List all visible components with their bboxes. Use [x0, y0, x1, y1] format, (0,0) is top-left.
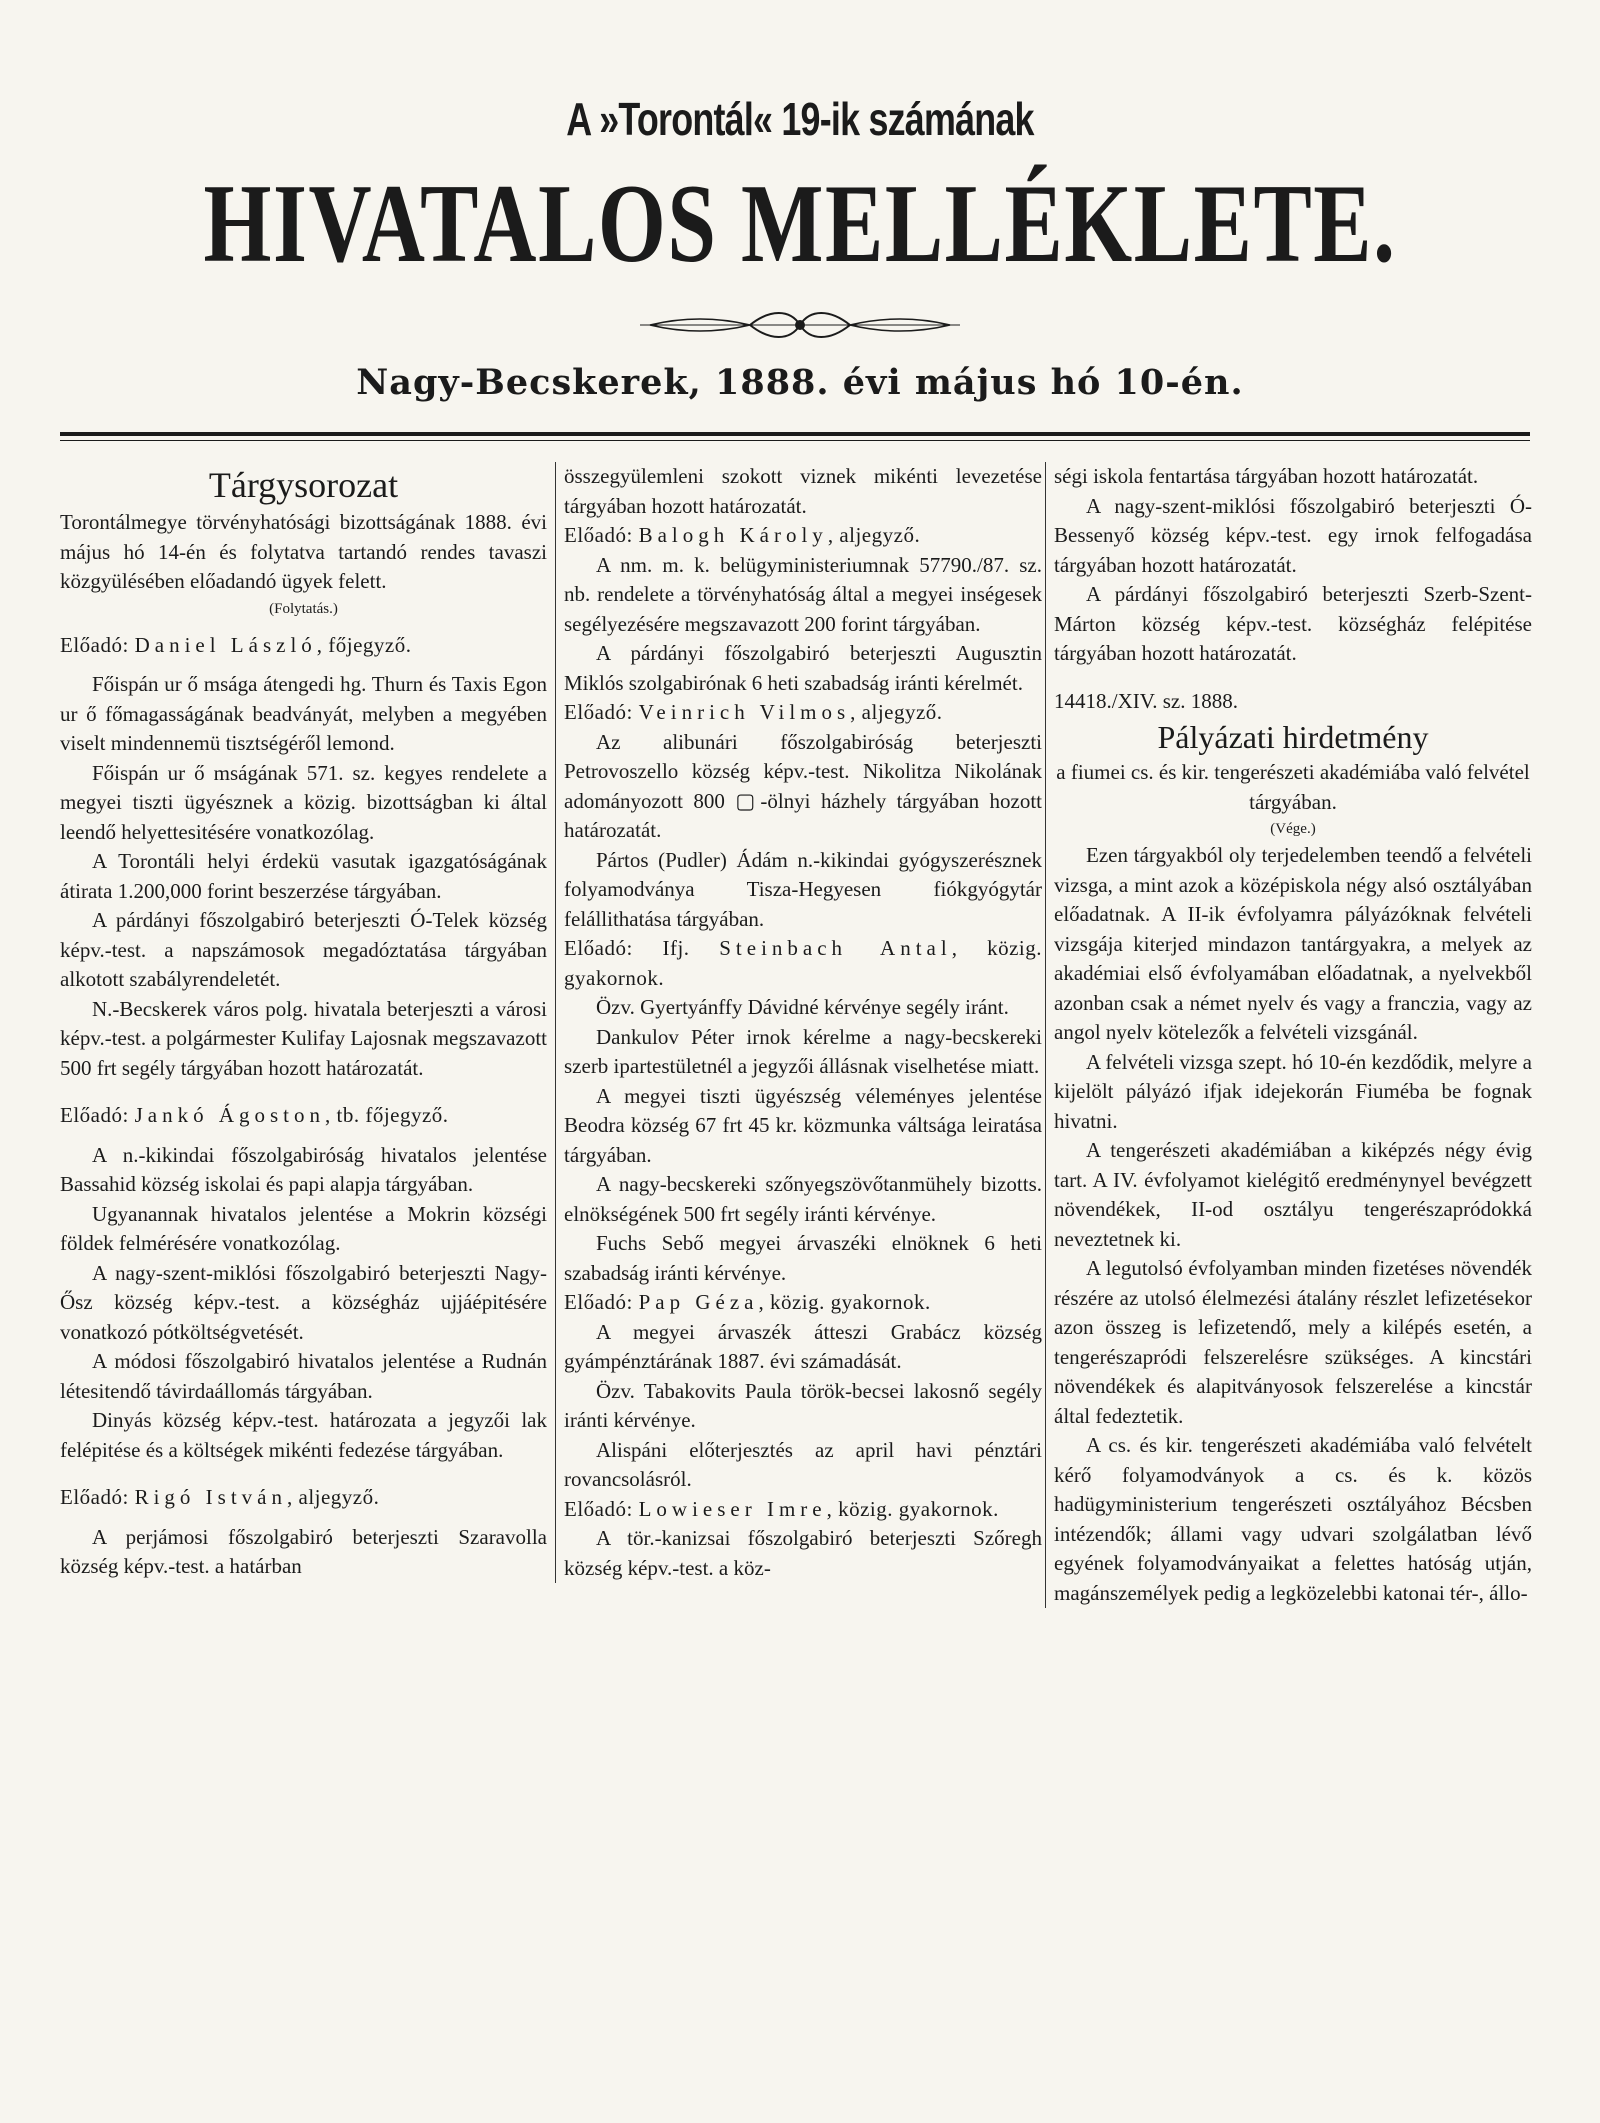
agenda-item: Az alibunári főszolgabiróság beterjeszti Petrovoszello község képv.-test. Nikolitza Nikolának adományozott 800 ▢-ölnyi házhely tárgyában hozott határozatát.	[564, 729, 1042, 842]
agenda-item: Ugyanannak hivatalos jelentése a Mokrin községi földek felmérésére vonatkozólag.	[60, 1201, 547, 1255]
agenda-item: Alispáni előterjesztés az april havi pénztári rovancsolásról.	[564, 1437, 1042, 1491]
column-1	[60, 462, 547, 1582]
ornament-icon	[640, 305, 960, 345]
presenter-line: Előadó: Jankó Ágoston, tb. főjegyző.	[60, 1103, 449, 1127]
agenda-item: Dinyás község képv.-test. határozata a jegyzői lak felépitése és a költségek mikénti fedezése tárgyában.	[60, 1408, 547, 1462]
reference-number: 14418./XIV. sz. 1888.	[1054, 688, 1238, 713]
agenda-item: N.-Becskerek város polg. hivatala beterjeszti a városi képv.-test. a polgármester Kulifay Lajosnak megszavazott 500 frt segély tárgyában hozott határozatát.	[60, 996, 547, 1080]
notice-paragraph: A felvételi vizsga szept. hó 10-én kezdődik, melyre a kijelölt pályázó ifjak idejekorán Fiuméba be fognak hivatni.	[1054, 1049, 1532, 1133]
column-3	[1045, 462, 1532, 1608]
presenter-line: Előadó: Balogh Károly, aljegyző.	[564, 523, 921, 547]
agenda-item: A n.-kikindai főszolgabiróság hivatalos jelentése Bassahid község iskolai és papi alapja tárgyában.	[60, 1142, 547, 1196]
notice-paragraph: A tengerészeti akadémiában a kiképzés négy évig tart. A IV. évfolyamot kielégitő eredménynyel bevégzett növendékek, II-od osztályu tengerészapródokká neveztetnek ki.	[1054, 1138, 1532, 1251]
agenda-item: Dankulov Péter irnok kérelme a nagy-becskereki szerb ipartestületnél a jegyzői állásnak viselhetése miatt.	[564, 1024, 1042, 1078]
agenda-item: ségi iskola fentartása tárgyában hozott határozatát.	[1054, 464, 1479, 488]
notice-paragraph: A cs. és kir. tengerészeti akadémiába való felvételt kérő folyamodványok a cs. és k. közös hadügyministerium tengerészeti osztályához Bécsben intézendők; állami vagy udvari szolgálatban lévő egyének folyamodványaikat a felettes hatóság utján, magánszemélyek pedig a legközelebbi katonai tér-, állo-	[1054, 1433, 1532, 1605]
agenda-item: A tör.-kanizsai főszolgabiró beterjeszti Szőregh község képv.-test. a köz-	[564, 1526, 1042, 1580]
presenter-line: Előadó: Daniel László, főjegyző.	[60, 632, 412, 657]
agenda-item: A megyei árvaszék átteszi Grabácz község gyámpénztárának 1887. évi számadását.	[564, 1319, 1042, 1373]
header-rule	[60, 432, 1530, 436]
agenda-item: A nagy-szent-miklósi főszolgabiró beterjeszti Ó-Bessenyő község képv.-test. egy irnok felfogadása tárgyában hozott határozatát.	[1054, 493, 1532, 577]
main-title: HIVATALOS MELLÉKLETE.	[203, 162, 1397, 286]
presenter-line: Előadó: Ifj. Steinbach Antal, közig. gyakornok.	[564, 936, 1043, 990]
continuation-note: (Folytatás.)	[269, 600, 338, 617]
agenda-item: Özv. Gyertyánffy Dávidné kérvénye segély iránt.	[596, 995, 1009, 1019]
presenter-line: Előadó: Pap Géza, közig. gyakornok.	[564, 1290, 931, 1314]
agenda-item: Fuchs Sebő megyei árvaszéki elnöknek 6 heti szabadság iránti kérvénye.	[564, 1231, 1042, 1285]
agenda-item: A megyei tiszti ügyészség véleményes jelentése Beodra község 67 frt 45 kr. közmunka váltsága leiratása tárgyában.	[564, 1083, 1042, 1167]
agenda-item: Főispán ur ő msága átengedi hg. Thurn és Taxis Egon ur ő főmagasságának beadványát, melyben a megyében viselt mindennemü tisztségéről lemond.	[60, 672, 547, 755]
notice-paragraph: Ezen tárgyakból oly terjedelemben teendő a felvételi vizsga, a mint azok a középiskola négy alsó osztályában előadatnak. A II-ik évfolyamra pályázóknak felvételi vizsgája kiterjed mindazon tantárgyakra, a melyek az akadémiai első évfolyamában előadatnak, a nyelvekből azonban csak a német nyelv és vagy a franczia, vagy az angol nyelv kötelezők a felvételi vizsgánál.	[1054, 843, 1532, 1044]
header-rule-thin	[60, 440, 1530, 441]
agenda-item: összegyülemleni szokott viznek mikénti levezetése tárgyában hozott határozatát.	[564, 464, 1042, 518]
agenda-item: A módosi főszolgabiró hivatalos jelentése a Rudnán létesitendő távirdaállomás tárgyában.	[60, 1349, 547, 1403]
dateline: Nagy-Becskerek, 1888. évi május hó 10-én.	[356, 362, 1244, 403]
notice-title: Pályázati hirdetmény	[1157, 719, 1429, 755]
notice-subtitle: a fiumei cs. és kir. tengerészeti akadémiába való felvétel tárgyában.	[1056, 760, 1530, 814]
agenda-item: A Torontáli helyi érdekü vasutak igazgatóságának átirata 1.200,000 forint beszerzése tárgyában.	[60, 849, 547, 903]
agenda-intro: Torontálmegye törvényhatósági bizottságának 1888. évi május hó 14-én és folytatva tartandó rendes tavaszi közgyülésében előadandó ügyek felett.	[60, 510, 547, 593]
notice-paragraph: A legutolsó évfolyamban minden fizetéses növendék részére az utolsó élelmezési átalány részlet lefizetésekor azon összeg is lefizetendő, mely a kilépés esetén, a tengerészapródi felszerelésre szükséges. A kincstári növendékek és alapitványosok felszerelése a kincstár által fedeztetik.	[1054, 1256, 1532, 1428]
agenda-item: Pártos (Pudler) Ádám n.-kikindai gyógyszerésznek folyamodványa Tisza-Hegyesen fiókgyógytár felállithatása tárgyában.	[564, 847, 1042, 931]
agenda-item: A nm. m. k. belügyministeriumnak 57790./87. sz. nb. rendelete a törvényhatóság által a megyei inségesek segélyezésére megszavazott 200 forint tárgyában.	[564, 552, 1042, 636]
agenda-item: A párdányi főszolgabiró beterjeszti Ó-Telek község képv.-test. a napszámosok megadóztatása tárgyában alkotott szabályrendeletét.	[60, 908, 547, 991]
end-note: (Vége.)	[1270, 821, 1316, 837]
supplement-pre-title: A »Torontál« 19-ik számának	[566, 93, 1034, 145]
agenda-item: A perjámosi főszolgabiró beterjeszti Szaravolla község képv.-test. a határban	[60, 1524, 547, 1578]
presenter-line: Előadó: Lowieser Imre, közig. gyakornok.	[564, 1496, 999, 1521]
presenter-line: Előadó: Veinrich Vilmos, aljegyző.	[564, 700, 943, 724]
column-2	[555, 462, 1042, 1583]
section-title: Tárgysorozat	[208, 465, 399, 505]
agenda-item: Főispán ur ő mságának 571. sz. kegyes rendelete a megyei tiszti ügyésznek a közig. bizottságban ki által leendő helyettesitésére vonatkozólag.	[60, 760, 547, 844]
agenda-item: Özv. Tabakovits Paula török-becsei lakosnő segély iránti kérvénye.	[564, 1378, 1042, 1432]
agenda-item: A nagy-szent-miklósi főszolgabiró beterjeszti Nagy-Ősz község képv.-test. a községház ujjáépitésére vonatkozó pótköltségvetését.	[60, 1260, 547, 1344]
agenda-item: A párdányi főszolgabiró beterjeszti Augusztin Miklós szolgabirónak 6 heti szabadság iránti kérelmét.	[564, 641, 1042, 695]
agenda-item: A párdányi főszolgabiró beterjeszti Szerb-Szent-Márton község képv.-test. községház felépitése tárgyában hozott határozatát.	[1054, 582, 1532, 665]
agenda-item: A nagy-becskereki szőnyegszövőtanmühely bizotts. elnökségének 500 frt segély iránti kérvénye.	[564, 1172, 1042, 1226]
presenter-line: Előadó: Rigó István, aljegyző.	[60, 1485, 380, 1509]
